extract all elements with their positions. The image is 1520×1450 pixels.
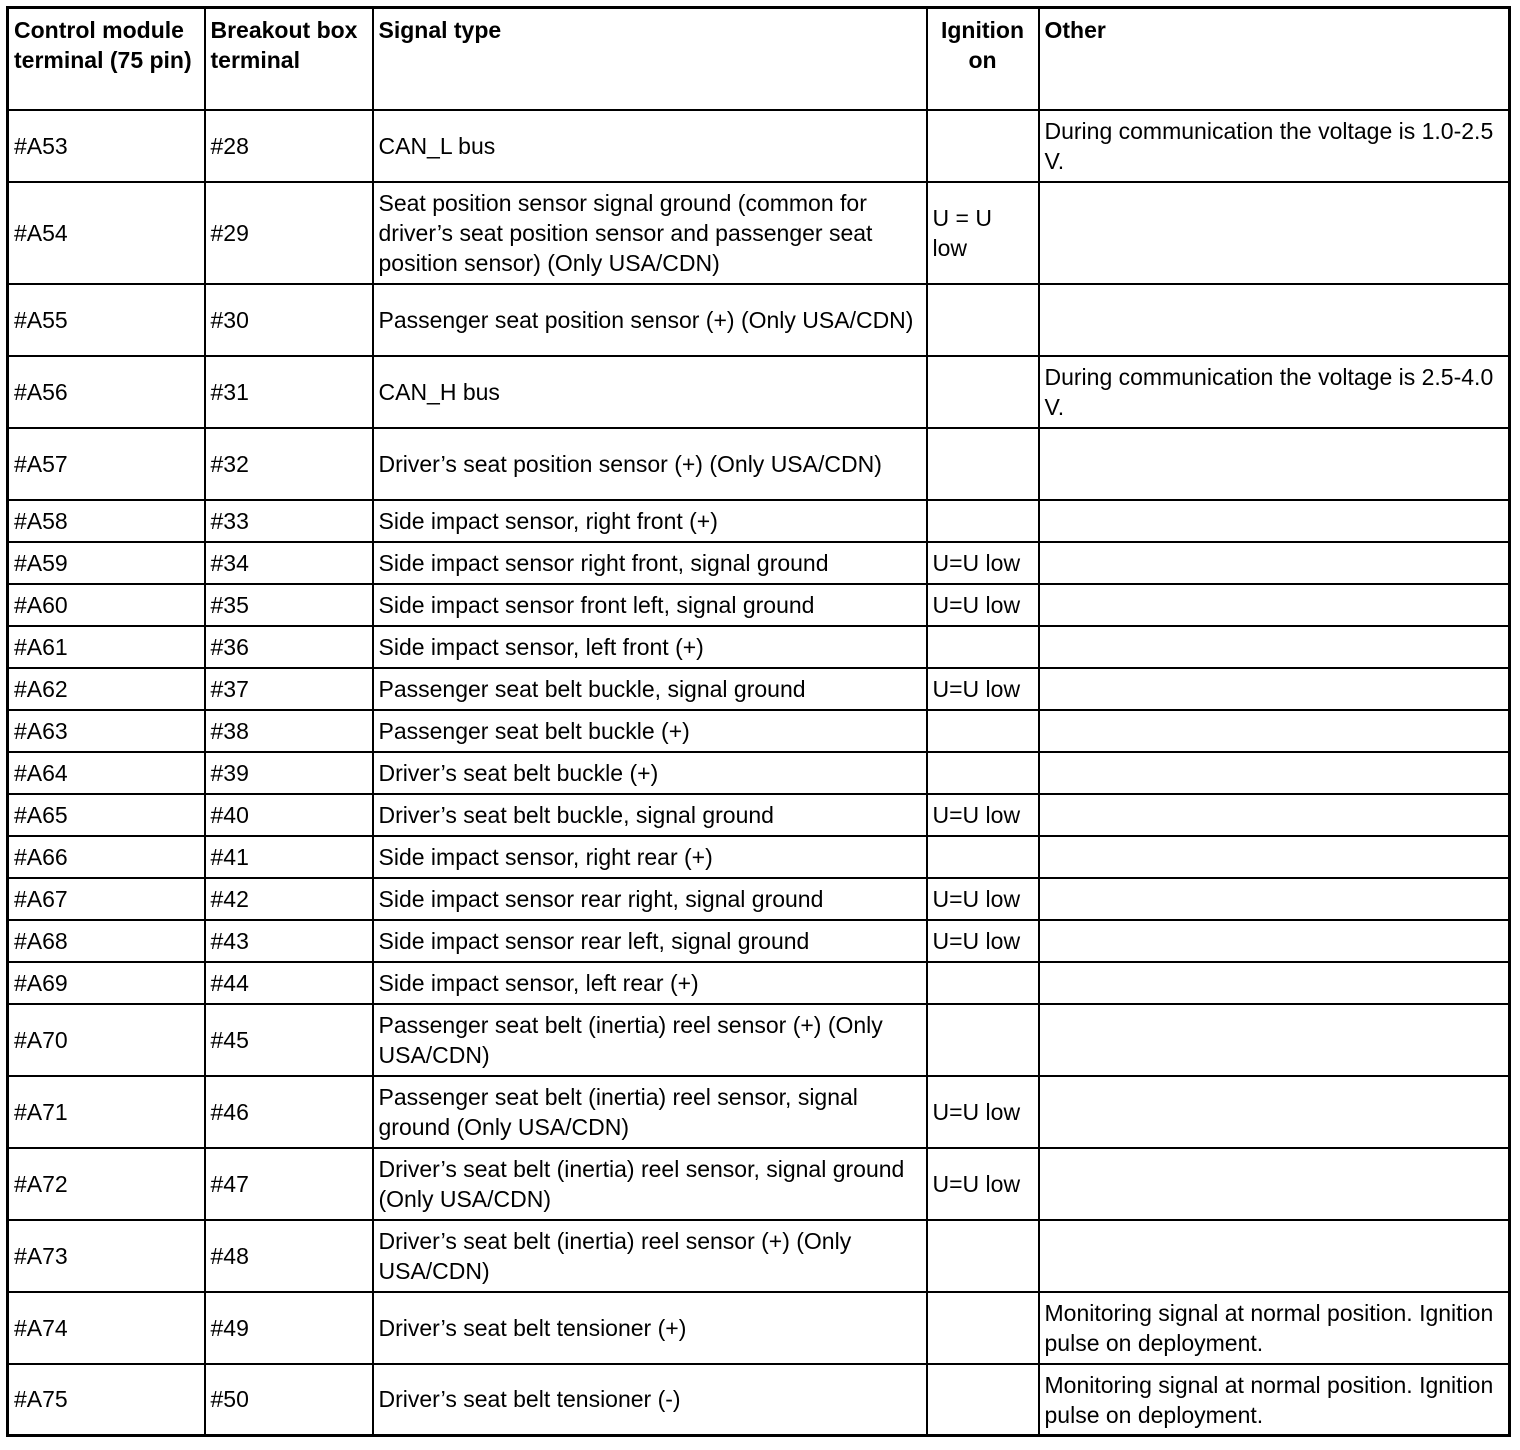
- cell-breakout-terminal: #38: [205, 710, 373, 752]
- cell-breakout-terminal: #30: [205, 284, 373, 356]
- header-ignition-on: Ignition on: [927, 8, 1039, 110]
- table-row: [8, 428, 1510, 500]
- cell-signal-type: Side impact sensor rear right, signal ground: [373, 878, 927, 920]
- cell-ignition-on: [927, 1004, 1039, 1076]
- table-row: [8, 584, 1510, 626]
- cell-breakout-terminal: #41: [205, 836, 373, 878]
- cell-control-terminal: #A64: [8, 752, 205, 794]
- cell-ignition-on: [927, 1292, 1039, 1364]
- cell-signal-type: Driver’s seat belt tensioner (-): [373, 1364, 927, 1436]
- cell-breakout-terminal: #44: [205, 962, 373, 1004]
- cell-ignition-on: [927, 110, 1039, 182]
- cell-signal-type: Side impact sensor front left, signal ground: [373, 584, 927, 626]
- cell-control-terminal: #A68: [8, 920, 205, 962]
- table-row: [8, 752, 1510, 794]
- cell-breakout-terminal: #40: [205, 794, 373, 836]
- cell-other: [1039, 1004, 1510, 1076]
- cell-ignition-on: [927, 962, 1039, 1004]
- table-row: [8, 356, 1510, 428]
- cell-breakout-terminal: #35: [205, 584, 373, 626]
- cell-signal-type: Driver’s seat belt buckle (+): [373, 752, 927, 794]
- cell-breakout-terminal: #46: [205, 1076, 373, 1148]
- header-control-module-terminal: Control module terminal (75 pin): [8, 8, 205, 110]
- cell-breakout-terminal: #49: [205, 1292, 373, 1364]
- table-row: [8, 500, 1510, 542]
- cell-control-terminal: #A66: [8, 836, 205, 878]
- table-row: [8, 1292, 1510, 1364]
- cell-signal-type: Seat position sensor signal ground (common for driver’s seat position sensor and passenger seat position sensor) (Only USA/CDN): [373, 182, 927, 284]
- cell-breakout-terminal: #33: [205, 500, 373, 542]
- cell-signal-type: Driver’s seat position sensor (+) (Only USA/CDN): [373, 428, 927, 500]
- cell-control-terminal: #A74: [8, 1292, 205, 1364]
- table-body: [8, 110, 1510, 1436]
- cell-ignition-on: U=U low: [927, 542, 1039, 584]
- cell-ignition-on: [927, 1364, 1039, 1436]
- table-row: [8, 920, 1510, 962]
- cell-signal-type: Driver’s seat belt (inertia) reel sensor, signal ground (Only USA/CDN): [373, 1148, 927, 1220]
- cell-ignition-on: [927, 500, 1039, 542]
- cell-other: [1039, 182, 1510, 284]
- cell-other: [1039, 542, 1510, 584]
- cell-signal-type: Driver’s seat belt (inertia) reel sensor (+) (Only USA/CDN): [373, 1220, 927, 1292]
- cell-breakout-terminal: #32: [205, 428, 373, 500]
- cell-control-terminal: #A60: [8, 584, 205, 626]
- cell-ignition-on: [927, 1220, 1039, 1292]
- table-row: [8, 668, 1510, 710]
- cell-breakout-terminal: #31: [205, 356, 373, 428]
- cell-breakout-terminal: #45: [205, 1004, 373, 1076]
- cell-signal-type: Passenger seat belt buckle, signal ground: [373, 668, 927, 710]
- cell-breakout-terminal: #50: [205, 1364, 373, 1436]
- table-row: [8, 878, 1510, 920]
- cell-other: During communication the voltage is 2.5-4.0 V.: [1039, 356, 1510, 428]
- cell-signal-type: CAN_L bus: [373, 110, 927, 182]
- cell-other: [1039, 668, 1510, 710]
- table-row: [8, 1364, 1510, 1436]
- cell-control-terminal: #A72: [8, 1148, 205, 1220]
- cell-signal-type: Side impact sensor, right front (+): [373, 500, 927, 542]
- cell-other: [1039, 794, 1510, 836]
- cell-signal-type: Passenger seat belt buckle (+): [373, 710, 927, 752]
- cell-breakout-terminal: #47: [205, 1148, 373, 1220]
- cell-other: Monitoring signal at normal position. Ignition pulse on deployment.: [1039, 1292, 1510, 1364]
- cell-control-terminal: #A59: [8, 542, 205, 584]
- cell-signal-type: Side impact sensor right front, signal ground: [373, 542, 927, 584]
- table-row: [8, 110, 1510, 182]
- table-row: [8, 1148, 1510, 1220]
- table-row: [8, 284, 1510, 356]
- cell-breakout-terminal: #29: [205, 182, 373, 284]
- cell-other: [1039, 284, 1510, 356]
- cell-control-terminal: #A69: [8, 962, 205, 1004]
- cell-signal-type: Driver’s seat belt tensioner (+): [373, 1292, 927, 1364]
- table-row: [8, 1076, 1510, 1148]
- cell-other: [1039, 878, 1510, 920]
- cell-other: During communication the voltage is 1.0-2.5 V.: [1039, 110, 1510, 182]
- cell-control-terminal: #A61: [8, 626, 205, 668]
- cell-other: [1039, 1148, 1510, 1220]
- cell-breakout-terminal: #37: [205, 668, 373, 710]
- cell-other: [1039, 584, 1510, 626]
- cell-control-terminal: #A70: [8, 1004, 205, 1076]
- cell-breakout-terminal: #39: [205, 752, 373, 794]
- cell-control-terminal: #A71: [8, 1076, 205, 1148]
- cell-ignition-on: U=U low: [927, 668, 1039, 710]
- cell-control-terminal: #A62: [8, 668, 205, 710]
- table-row: [8, 836, 1510, 878]
- cell-ignition-on: [927, 710, 1039, 752]
- table-row: [8, 542, 1510, 584]
- cell-ignition-on: [927, 836, 1039, 878]
- table-row: [8, 710, 1510, 752]
- header-other: Other: [1039, 8, 1510, 110]
- cell-ignition-on: [927, 428, 1039, 500]
- cell-signal-type: Driver’s seat belt buckle, signal ground: [373, 794, 927, 836]
- cell-signal-type: Side impact sensor, left front (+): [373, 626, 927, 668]
- header-signal-type: Signal type: [373, 8, 927, 110]
- cell-other: [1039, 1220, 1510, 1292]
- cell-signal-type: Passenger seat belt (inertia) reel sensor (+) (Only USA/CDN): [373, 1004, 927, 1076]
- cell-ignition-on: U=U low: [927, 1148, 1039, 1220]
- cell-other: [1039, 626, 1510, 668]
- cell-other: [1039, 428, 1510, 500]
- cell-signal-type: Passenger seat position sensor (+) (Only USA/CDN): [373, 284, 927, 356]
- cell-ignition-on: [927, 752, 1039, 794]
- cell-ignition-on: U=U low: [927, 920, 1039, 962]
- cell-breakout-terminal: #42: [205, 878, 373, 920]
- cell-breakout-terminal: #48: [205, 1220, 373, 1292]
- table-row: [8, 794, 1510, 836]
- cell-ignition-on: [927, 626, 1039, 668]
- cell-ignition-on: [927, 284, 1039, 356]
- header-breakout-box-terminal: Breakout box terminal: [205, 8, 373, 110]
- table-row: [8, 1220, 1510, 1292]
- cell-control-terminal: #A56: [8, 356, 205, 428]
- cell-breakout-terminal: #28: [205, 110, 373, 182]
- cell-control-terminal: #A54: [8, 182, 205, 284]
- cell-other: [1039, 710, 1510, 752]
- cell-control-terminal: #A55: [8, 284, 205, 356]
- table-row: [8, 626, 1510, 668]
- cell-ignition-on: U=U low: [927, 878, 1039, 920]
- cell-breakout-terminal: #36: [205, 626, 373, 668]
- cell-control-terminal: #A67: [8, 878, 205, 920]
- cell-breakout-terminal: #34: [205, 542, 373, 584]
- cell-control-terminal: #A73: [8, 1220, 205, 1292]
- cell-ignition-on: U=U low: [927, 584, 1039, 626]
- cell-other: Monitoring signal at normal position. Ignition pulse on deployment.: [1039, 1364, 1510, 1436]
- table-row: [8, 962, 1510, 1004]
- cell-signal-type: CAN_H bus: [373, 356, 927, 428]
- cell-other: [1039, 500, 1510, 542]
- cell-control-terminal: #A75: [8, 1364, 205, 1436]
- terminal-table: [6, 6, 1511, 1437]
- cell-other: [1039, 1076, 1510, 1148]
- cell-signal-type: Side impact sensor, left rear (+): [373, 962, 927, 1004]
- cell-other: [1039, 962, 1510, 1004]
- cell-control-terminal: #A58: [8, 500, 205, 542]
- cell-other: [1039, 836, 1510, 878]
- cell-ignition-on: U=U low: [927, 794, 1039, 836]
- cell-control-terminal: #A57: [8, 428, 205, 500]
- cell-signal-type: Side impact sensor rear left, signal ground: [373, 920, 927, 962]
- cell-other: [1039, 920, 1510, 962]
- cell-ignition-on: [927, 356, 1039, 428]
- table-row: [8, 182, 1510, 284]
- header-row: [8, 8, 1510, 110]
- cell-signal-type: Side impact sensor, right rear (+): [373, 836, 927, 878]
- cell-ignition-on: U=U low: [927, 1076, 1039, 1148]
- cell-other: [1039, 752, 1510, 794]
- cell-control-terminal: #A53: [8, 110, 205, 182]
- table-row: [8, 1004, 1510, 1076]
- cell-breakout-terminal: #43: [205, 920, 373, 962]
- cell-signal-type: Passenger seat belt (inertia) reel sensor, signal ground (Only USA/CDN): [373, 1076, 927, 1148]
- cell-ignition-on: U = U low: [927, 182, 1039, 284]
- cell-control-terminal: #A63: [8, 710, 205, 752]
- cell-control-terminal: #A65: [8, 794, 205, 836]
